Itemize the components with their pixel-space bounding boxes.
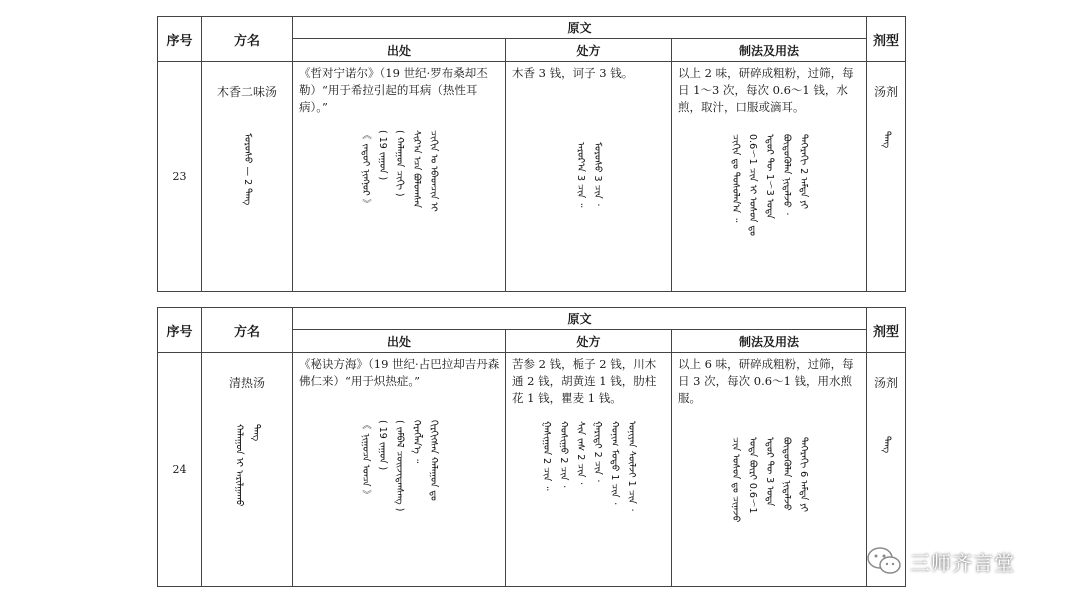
header-name: 方名 xyxy=(202,17,293,62)
mongolian-line: ᠮᠤᠷᠤᠰᠤ — 2 ᠲᠠᠩ xyxy=(242,133,253,206)
dosage-form-cell xyxy=(867,62,906,292)
watermark-text: 三师齐言堂 xyxy=(910,550,1015,575)
prescription-text-mong xyxy=(506,421,671,511)
dosage-form-mong: ᠲᠠᠩ xyxy=(881,436,893,454)
mongolian-line: ᠬᠣᠰᠢᠭᠤ 2 ᠴᠢᠨ ᠂ xyxy=(558,421,569,488)
method-text-zh: 以上 6 味，研碎成粗粉，过筛，每日 3 次，每次 0.6～1 钱，用水煎服。 xyxy=(678,357,854,405)
watermark xyxy=(866,546,1015,576)
mongolian-line: 《 ᠨᠢᠭᠤᠴᠠ ᠣᠨᠴᠠ 》 xyxy=(360,420,371,500)
mongolian-line: ᠤᠳᠠ ᠪᠦᠷᠢ 0.6～1 xyxy=(747,437,759,514)
formula-name-zh: 清热汤 xyxy=(228,376,265,390)
source-text-zh: 《秘诀方海》（19 世纪·占巴拉却吉丹森佛仁来）“用于炽热症。” xyxy=(299,357,500,388)
formula-name-cell xyxy=(202,62,293,292)
mongolian-line: ᠪᠦᠳᠦᠭᠦᠯᠡᠨ ᠨᠢᠳᠡᠯᠵᠦ ᠂ xyxy=(781,134,793,215)
formula-table-24 xyxy=(157,307,906,587)
header-dosage-form: 剂型 xyxy=(867,17,906,62)
mongolian-line: ᠬᠢᠷᠭᠢᠭᠰᠡᠨ ᠬᠠᠯᠠᠭᠤᠨ ᠳᠤ xyxy=(428,420,439,501)
method-cell xyxy=(672,353,867,587)
prescription-text-zh: 木香 3 钱，诃子 3 钱。 xyxy=(512,66,634,80)
header-method: 制法及用法 xyxy=(672,39,867,62)
mongolian-line: ᠲᠠᠩ xyxy=(250,424,262,442)
mongolian-line: ᠬᠡᠷᠡᠭᠯᠡᠨ᠎ᠡ ᠃ xyxy=(411,420,422,464)
mongolian-line: ( 19 ᠵᠠᠭᠤᠨ ) xyxy=(377,130,388,181)
prescription-cell xyxy=(506,353,672,587)
method-text-zh: 以上 2 味，研碎成粗粉，过筛，每日 1～3 次，每次 0.6～1 钱，水煎，取汁，口服或滴耳。 xyxy=(678,66,854,114)
dosage-form-mong-wrap xyxy=(867,436,905,453)
mongolian-line: ᠰᠢᠨ ᠵᠡᠰ 2 ᠴᠢᠨ ᠂ xyxy=(575,421,586,485)
header-original: 原文 xyxy=(293,308,867,330)
method-cell xyxy=(672,62,867,292)
table-row xyxy=(158,62,906,292)
mongolian-line: ᠮᠤᠷᠤᠰᠤ 3 ᠴᠢᠨ ᠂ xyxy=(592,142,603,206)
mongolian-line: ᠡᠳᠦᠷ ᠲᠦ 1～3 ᠤᠳᠠ xyxy=(764,134,776,219)
mongolian-line: ᠰᠢᠷ᠎ᠠ ᠡᠴᠡ ᠪᠣᠯᠤᠭᠰᠠᠨ xyxy=(411,130,422,208)
row-seq: 23 xyxy=(158,62,202,292)
formula-table-23 xyxy=(157,16,906,292)
mongolian-line: 《 ᠵᠡᠳᠦᠢ ᠨᠢᠩᠨᠤᠷ 》 xyxy=(360,130,371,209)
source-text-mong xyxy=(293,420,505,511)
method-text-mong xyxy=(672,134,866,236)
prescription-cell xyxy=(506,62,672,292)
header-original: 原文 xyxy=(293,17,867,39)
formula-name-cell xyxy=(202,353,293,587)
source-cell xyxy=(293,62,506,292)
mongolian-line: ᠪᠦᠳᠦᠭᠦᠯᠡᠨ ᠨᠢᠳᠡᠯᠵᠦ xyxy=(781,437,793,511)
dosage-form-mong: ᠲᠠᠩ xyxy=(881,131,893,149)
mongolian-line: ( 19 ᠵᠠᠭᠤᠨ ) xyxy=(377,420,388,471)
source-cell xyxy=(293,353,506,587)
mongolian-line: ᠠᠷᠤᠷ᠎ᠠ 3 ᠴᠢᠨ ᠃ xyxy=(575,142,586,208)
table-row xyxy=(158,353,906,587)
header-prescription: 处方 xyxy=(506,330,672,353)
mongolian-line: ( ᠬᠠᠯᠠᠭᠤᠨ ᠴᠢᠬᠢ ) xyxy=(394,130,405,197)
formula-name-zh: 木香二味汤 xyxy=(216,85,277,99)
formula-name-mong xyxy=(202,424,292,507)
header-dosage-form: 剂型 xyxy=(867,308,906,353)
mongolian-line: ᠤᠨᠢᠶᠠᠨ ᠰᠦᠯᠵᠢ 1 ᠴᠢᠨ ᠂ xyxy=(626,421,637,511)
header-seq: 序号 xyxy=(158,308,202,353)
row-seq: 24 xyxy=(158,353,202,587)
formula-name-mong xyxy=(202,133,292,205)
mongolian-line: ᠴᠢᠬᠢᠨ ᠳᠤ ᠳᠤᠰᠤᠯᠠᠨ᠎ᠠ ᠃ xyxy=(730,134,742,223)
mongolian-line: ᠴᠢᠬᠢᠨ ᠤ ᠡᠪᠡᠳᠴᠢᠨ ᠢ xyxy=(428,130,439,212)
header-source: 出处 xyxy=(293,39,506,62)
dosage-form-zh: 汤剂 xyxy=(874,376,899,390)
source-text-zh: 《哲对宁诺尔》（19 世纪·罗布桑却丕勒）“用于希拉引起的耳病（热性耳病）。” xyxy=(299,66,488,114)
mongolian-line: ᠳᠡᠭᠡᠷᠡᠬᠢ 2 ᠠᠮᠲᠠ ᠶᠢ xyxy=(798,134,810,210)
mongolian-line: ᠬᠠᠯᠠᠭᠤᠨ ᠢ ᠠᠷᠢᠯᠭᠠᠬᠤ xyxy=(233,424,245,507)
prescription-text-mong xyxy=(506,142,671,207)
mongolian-line: ᠭᠠᠰᠢᠭᠤᠨ 2 ᠴᠢᠨ ᠃ xyxy=(541,421,552,491)
method-text-mong xyxy=(672,437,866,522)
header-name: 方名 xyxy=(202,308,293,353)
header-seq: 序号 xyxy=(158,17,202,62)
mongolian-line: 0.6～1 ᠴᠢᠨ ᠢ ᠤᠰᠤᠨ ᠳᠤ xyxy=(747,134,759,236)
dosage-form-mong-wrap xyxy=(867,131,905,148)
mongolian-line: ᠡᠳᠦᠷ ᠲᠦ 3 ᠤᠳᠠ xyxy=(764,437,776,507)
header-source: 出处 xyxy=(293,330,506,353)
header-method: 制法及用法 xyxy=(672,330,867,353)
mongolian-line: ᠬᠤᠨᠢᠭ ᠮᠤᠳᠤ 1 ᠴᠢᠨ ᠂ xyxy=(609,421,620,505)
mongolian-line: ᠴᠢᠨ ᠤᠰᠤᠨ ᠳᠤ ᠴᠢᠨᠠᠵᠤ xyxy=(730,437,742,523)
mongolian-line: ᠳᠡᠭᠡᠷᠡᠬᠢ 6 ᠠᠮᠲᠠ ᠶᠢ xyxy=(798,437,810,513)
mongolian-line: ᠭᠠᠷᠢᠳᠢ 2 ᠴᠢᠨ ᠂ xyxy=(592,421,603,482)
mongolian-line: ( ᠵᠠᠮᠪᠠᠯ ᠴᠣᠢᠵᠢᠳᠠᠨᠰᠡᠩ ) xyxy=(394,420,405,512)
dosage-form-zh: 汤剂 xyxy=(874,85,899,99)
header-prescription: 处方 xyxy=(506,39,672,62)
source-text-mong xyxy=(293,130,505,212)
wechat-icon xyxy=(866,546,902,576)
prescription-text-zh: 苦参 2 钱，栀子 2 钱，川木通 2 钱，胡黄连 1 钱，肋柱花 1 钱，瞿麦 1 钱。 xyxy=(512,357,657,405)
